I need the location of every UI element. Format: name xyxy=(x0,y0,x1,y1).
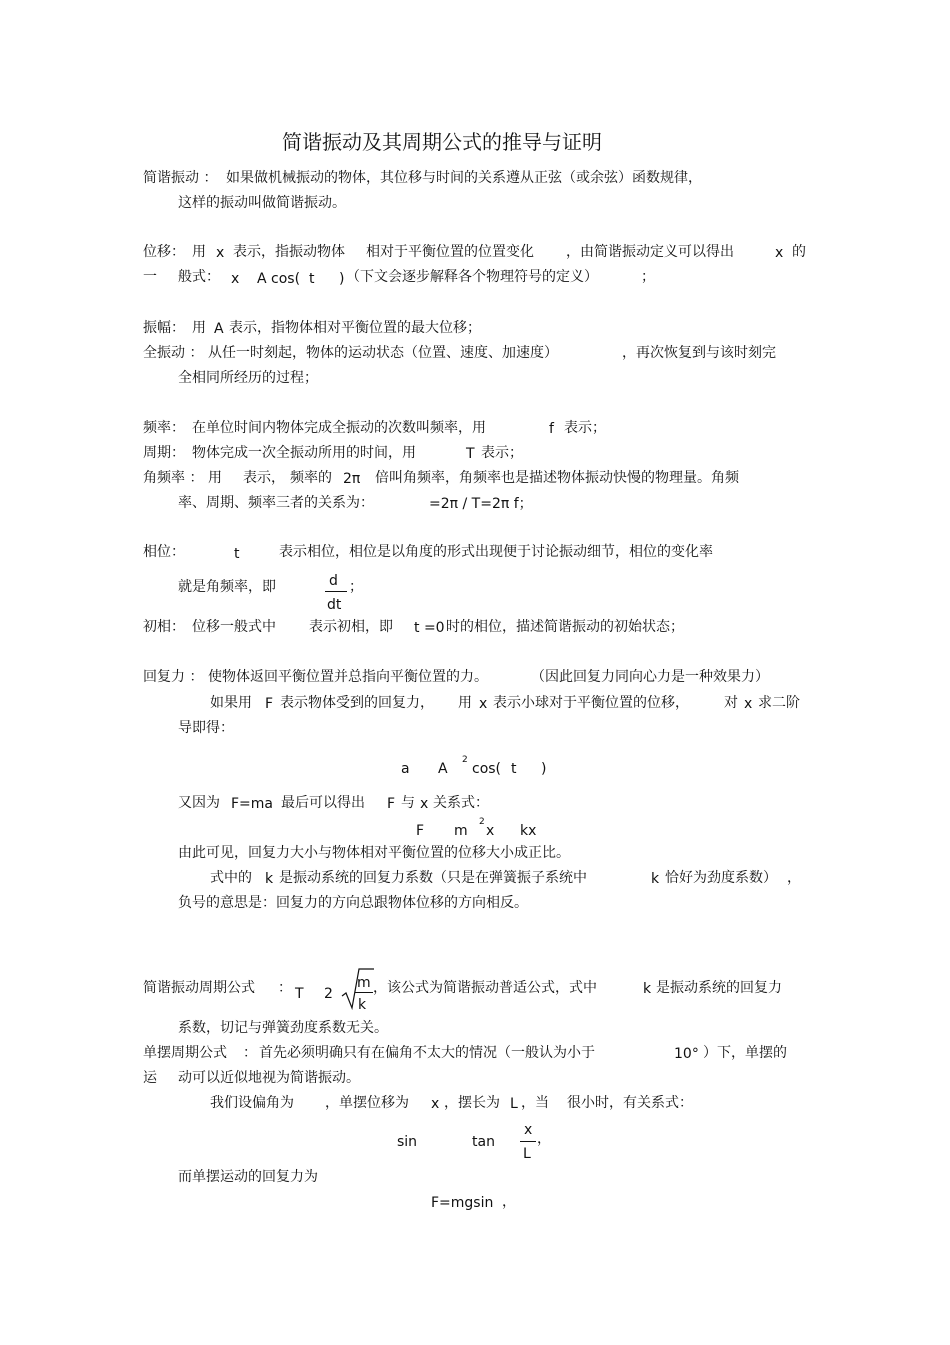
disp-text-1: 用 xyxy=(192,244,206,260)
restore-again-3: 与 xyxy=(401,795,415,811)
eq-pendulum-comma: ， xyxy=(537,1131,551,1147)
shm-period-fraction-bar xyxy=(355,992,373,993)
full-text-2: ，再次恢复到与该时刻完 xyxy=(622,345,776,361)
eq-pendulum-numerator: x xyxy=(524,1122,533,1138)
eq-pendulum-sin: sin xyxy=(397,1134,418,1150)
period-text-1: 物体完成一次全振动所用的时间，用 xyxy=(192,445,416,461)
term-restoring-force-label: 回复力 ： xyxy=(143,669,204,685)
page-title: 简谐振动及其周期公式的推导与证明 xyxy=(282,130,602,154)
pendulum-line2-a: 运 xyxy=(143,1070,157,1086)
shm-period-colon: ： xyxy=(278,980,292,996)
pendulum-line3-a: 我们设偏角为 xyxy=(210,1095,294,1111)
pendulum-text-2: ）下，单摆的 xyxy=(703,1045,787,1061)
restore-k-2: 是振动系统的回复力系数（只是在弹簧振子系统中 xyxy=(279,870,587,886)
term-amplitude-label: 振幅： xyxy=(143,320,185,336)
eq-pendulum-denominator: L xyxy=(523,1146,531,1162)
restore-k-5: ， xyxy=(787,870,801,886)
term-frequency-label: 频率： xyxy=(143,420,185,436)
term-shm-period-label: 简谐振动周期公式 xyxy=(143,980,255,996)
restore-text-2: （因此回复力同向心力是一种效果力） xyxy=(531,669,769,685)
shm-period-text-2: 是振动系统的回复力 xyxy=(656,980,782,996)
term-phase-label: 相位： xyxy=(143,544,185,560)
phase-fraction-denominator: dt xyxy=(327,597,342,613)
angfreq-relation: =2π / T=2π f； xyxy=(429,496,533,512)
shm-period-symbol-k: k xyxy=(643,981,652,997)
restore-fma: F=ma xyxy=(231,796,273,812)
freq-text-2: 表示； xyxy=(564,420,606,436)
phase-symbol-t: t xyxy=(234,546,240,562)
term-angular-frequency-label: 角频率 ： xyxy=(143,470,204,486)
restore-again-2: 最后可以得出 xyxy=(281,795,365,811)
term-pendulum-label: 单摆周期公式 xyxy=(143,1045,227,1061)
disp-text-2: 表示，指振动物体 xyxy=(233,244,345,260)
angfreq-line2: 率、周期、频率三者的关系为： xyxy=(178,495,374,511)
pendulum-symbol-L: L xyxy=(510,1096,518,1112)
eq-pendulum-force: F=mgsin xyxy=(431,1195,494,1211)
pendulum-text-1: 首先必须明确只有在偏角不太大的情况（一般认为小于 xyxy=(259,1045,595,1061)
restore-line2-d: 表示小球对于平衡位置的位移， xyxy=(493,695,689,711)
eq-force-kx: kx xyxy=(520,823,537,839)
angfreq-two-pi: 2π xyxy=(343,471,361,487)
pendulum-symbol-x: x xyxy=(431,1096,440,1112)
init-text-1: 位移一般式中 xyxy=(192,619,276,635)
restore-k-4: 恰好为劲度系数） xyxy=(665,870,777,886)
amp-text-2: 表示，指物体相对平衡位置的最大位移； xyxy=(229,320,481,336)
pendulum-line4: 而单摆运动的回复力为 xyxy=(178,1169,318,1185)
phase-line2: 就是角频率，即 xyxy=(178,579,276,595)
term-period-label: 周期： xyxy=(143,445,185,461)
restore-symbol-F: F xyxy=(265,696,274,712)
full-text-1: 从任一时刻起，物体的运动状态（位置、速度、加速度） xyxy=(208,345,558,361)
disp-line2-b: 般式： xyxy=(178,269,220,285)
restore-symbol-F2: F xyxy=(387,796,396,812)
restore-conclusion: 由此可见，回复力大小与物体相对平衡位置的位移大小成正比。 xyxy=(178,845,570,861)
pendulum-line2-b: 动可以近似地视为简谐振动。 xyxy=(178,1070,360,1086)
restore-k-1: 式中的 xyxy=(210,870,252,886)
disp-text-5: 的 xyxy=(792,244,806,260)
eq-force-m: m xyxy=(454,823,468,839)
restore-text-1: 使物体返回平衡位置并总指向平衡位置的力。 xyxy=(208,669,488,685)
pendulum-line3-c: ，摆长为 xyxy=(444,1095,500,1111)
amp-symbol-A: A xyxy=(214,321,224,337)
restore-line2-c: 用 xyxy=(458,695,472,711)
formula-semicolon: ； xyxy=(641,269,655,285)
restore-again-4: 关系式： xyxy=(433,795,489,811)
shm-period-T: T xyxy=(295,986,304,1002)
eq-pendulum-tan: tan xyxy=(472,1134,495,1150)
period-text-2: 表示； xyxy=(481,445,523,461)
eq-accel-a: a xyxy=(401,761,410,777)
pendulum-line3-e: 很小时，有关系式： xyxy=(567,1095,693,1111)
restore-line2-a: 如果用 xyxy=(210,695,252,711)
eq-pendulum-force-comma: ， xyxy=(502,1194,516,1210)
disp-text-3: 相对于平衡位置的位置变化 xyxy=(366,244,534,260)
term-initial-phase-label: 初相： xyxy=(143,619,185,635)
restore-symbol-k: k xyxy=(265,871,274,887)
disp-line2-a: 一 xyxy=(143,269,157,285)
angfreq-text-4: 倍叫角频率，角频率也是描述物体振动快慢的物理量。角频 xyxy=(375,470,739,486)
restore-symbol-x2: x xyxy=(744,696,753,712)
restore-symbol-k2: k xyxy=(651,871,660,887)
shm-period-numerator: m xyxy=(357,975,371,991)
eq-accel-A: A xyxy=(438,761,448,777)
freq-text-1: 在单位时间内物体完成全振动的次数叫频率，用 xyxy=(192,420,486,436)
init-t0: t =0 xyxy=(414,620,445,636)
restore-line3: 导即得： xyxy=(178,720,234,736)
phase-text-1: 表示相位，相位是以角度的形式出现便于讨论振动细节，相位的变化率 xyxy=(279,544,713,560)
formula-t: t xyxy=(309,271,315,287)
period-symbol-T: T xyxy=(466,446,475,462)
eq-accel-squared: 2 xyxy=(462,755,468,765)
formula-x: x xyxy=(231,271,240,287)
angfreq-text-1: 用 xyxy=(208,470,222,486)
pendulum-degree: 10° xyxy=(674,1046,699,1062)
restore-again-1: 又因为 xyxy=(178,795,220,811)
term-full-vibration-label: 全振动 ： xyxy=(143,345,204,361)
eq-accel-t: t xyxy=(511,761,517,777)
freq-symbol-f: f xyxy=(549,421,554,437)
formula-close: ) xyxy=(339,271,345,287)
disp-text-4: ，由简谐振动定义可以得出 xyxy=(566,244,734,260)
phase-semicolon: ； xyxy=(349,579,363,595)
eq-pendulum-fraction-bar xyxy=(520,1141,536,1142)
shm-period-denominator: k xyxy=(358,997,367,1013)
angfreq-text-2: 表示， xyxy=(243,470,285,486)
shm-definition-line1: 如果做机械振动的物体，其位移与时间的关系遵从正弦（或余弦）函数规律， xyxy=(226,170,702,186)
shm-period-text-1: ，该公式为简谐振动普适公式，式中 xyxy=(373,980,597,996)
pendulum-colon: ： xyxy=(243,1045,257,1061)
init-text-3: 时的相位，描述简谐振动的初始状态； xyxy=(446,619,684,635)
amp-text-1: 用 xyxy=(192,320,206,336)
pendulum-line3-b: ，单摆位移为 xyxy=(325,1095,409,1111)
disp-symbol-x: x xyxy=(216,245,225,261)
term-shm-label: 简谐振动 ： xyxy=(143,170,218,186)
pendulum-line3-d: ，当 xyxy=(521,1095,549,1111)
shm-period-two: 2 xyxy=(324,986,333,1002)
term-displacement-label: 位移： xyxy=(143,244,185,260)
eq-accel-cos: cos( xyxy=(472,761,502,777)
restore-symbol-x3: x xyxy=(420,796,429,812)
eq-force-squared: 2 xyxy=(479,817,485,827)
formula-acos: A cos( xyxy=(257,271,301,287)
eq-accel-close: ) xyxy=(541,761,547,777)
disp-symbol-x2: x xyxy=(775,245,784,261)
eq-force-x: x xyxy=(486,823,495,839)
restore-line2-f: 求二阶 xyxy=(758,695,800,711)
phase-fraction-numerator: d xyxy=(329,573,338,589)
restore-line2-b: 表示物体受到的回复力， xyxy=(280,695,434,711)
restore-negative-sign-note: 负号的意思是：回复力的方向总跟物体位移的方向相反。 xyxy=(178,895,528,911)
full-line2: 全相同所经历的过程； xyxy=(178,370,318,386)
shm-period-line2: 系数，切记与弹簧劲度系数无关。 xyxy=(178,1020,388,1036)
shm-definition-line2: 这样的振动叫做简谐振动。 xyxy=(178,195,346,211)
init-text-2: 表示初相，即 xyxy=(309,619,393,635)
phase-fraction-bar xyxy=(325,591,347,592)
angfreq-text-3: 频率的 xyxy=(290,470,332,486)
eq-force-F: F xyxy=(416,823,425,839)
restore-symbol-x: x xyxy=(479,696,488,712)
restore-line2-e: 对 xyxy=(724,695,738,711)
formula-note: （下文会逐步解释各个物理符号的定义） xyxy=(346,269,598,285)
